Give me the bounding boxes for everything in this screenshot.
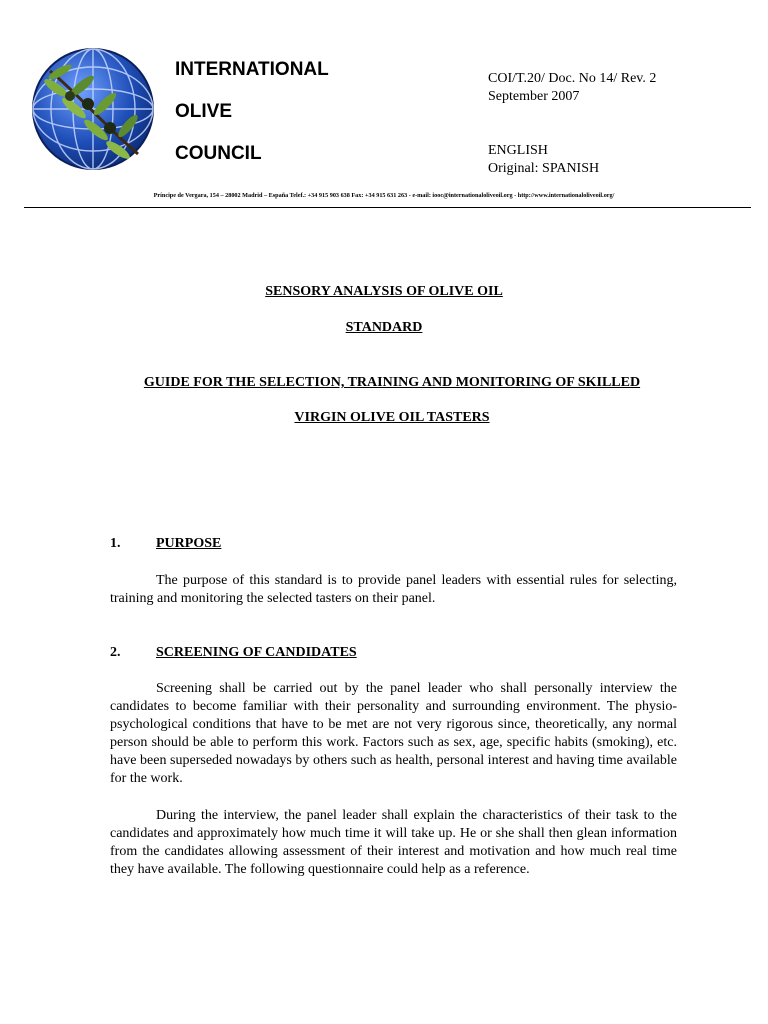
doc-reference: COI/T.20/ Doc. No 14/ Rev. 2: [488, 71, 657, 86]
doc-original-language: Original: SPANISH: [488, 161, 600, 176]
paragraph: Screening shall be carried out by the panel leader who shall personally interview the candidates to become familiar with their personality and surrounding environment. The physio-psychological conditions that have to be met are not very rigorous since, theoretically, any normal person should be able to perform this work. Factors such as sex, age, specific habits (smoking), etc. have been superseded nowadays by others such as health, personal interest and having time available for the work.: [110, 681, 677, 786]
section-number: 2.: [110, 645, 121, 660]
doc-title-line-1: SENSORY ANALYSIS OF OLIVE OIL: [265, 284, 503, 299]
org-name-line-3: COUNCIL: [175, 143, 262, 164]
doc-language: ENGLISH: [488, 143, 548, 158]
paragraph: The purpose of this standard is to provide panel leaders with essential rules for selecting, training and monitoring the selected tasters on their panel.: [110, 573, 677, 606]
section-number: 1.: [110, 536, 121, 551]
header-divider: [24, 207, 751, 208]
doc-title-line-4: VIRGIN OLIVE OIL TASTERS: [294, 410, 490, 425]
ioc-logo: [30, 46, 156, 172]
org-name-line-1: INTERNATIONAL: [175, 59, 329, 80]
doc-title-line-3: GUIDE FOR THE SELECTION, TRAINING AND MONITORING OF SKILLED: [143, 375, 641, 390]
org-name-line-2: OLIVE: [175, 101, 233, 122]
doc-date: September 2007: [488, 89, 580, 104]
doc-title-line-2: STANDARD: [345, 320, 423, 335]
globe-olive-branch-icon: [30, 46, 156, 172]
paragraph: During the interview, the panel leader shall explain the characteristics of their task to the candidates and approximately how much time it will take up. He or she shall then glean information from the candidates allowing assessment of their interest and motivation and how much real time they have available. The following questionnaire could help as a reference.: [110, 808, 677, 877]
section-heading: SCREENING OF CANDIDATES: [156, 645, 357, 660]
contact-address-line: Príncipe de Vergara, 154 – 28002 Madrid – España Telef.: +34 915 903 638 Fax: +34 915 631 263 - e-mail: iooc@internationaloliveoil.org - http://www.internationaloliveoil.org/: [153, 192, 615, 199]
section-heading: PURPOSE: [156, 536, 222, 551]
